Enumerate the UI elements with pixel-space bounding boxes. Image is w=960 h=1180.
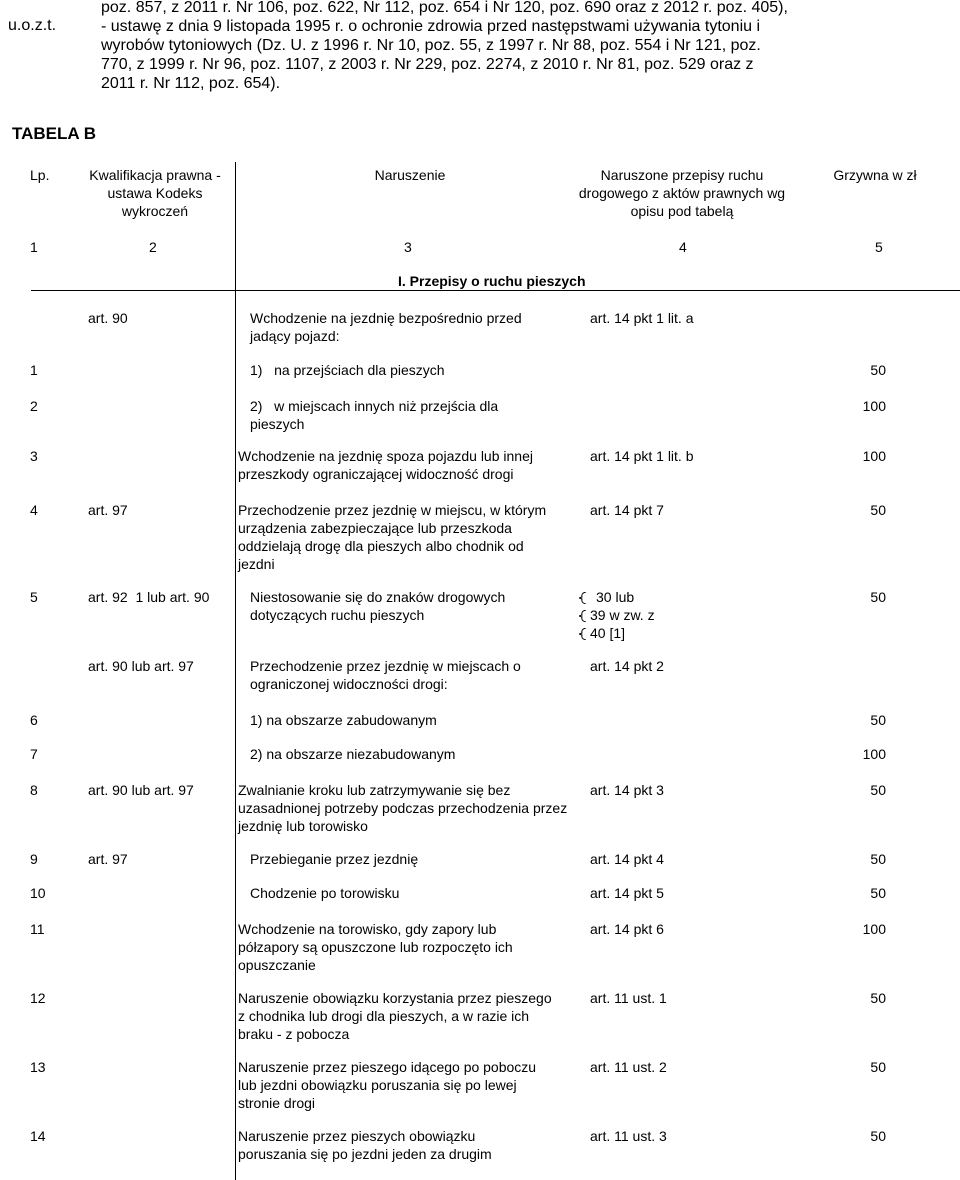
row-fine: 100 — [862, 921, 886, 937]
header-line: 2011 r. Nr 112, poz. 654). — [101, 75, 281, 92]
row-fine: 50 — [870, 362, 886, 378]
brace-icon — [579, 628, 587, 640]
header-kwalifikacja: Kwalifikacja prawna - ustawa Kodeks wykroczeń — [89, 167, 221, 219]
row-violation: Przechodzenie przez jezdnię w miejscach o ograniczonej widoczności drogi: — [250, 658, 521, 692]
header-line: poz. 857, z 2011 r. Nr 106, poz. 622, Nr 112, poz. 654 i Nr 120, poz. 690 oraz z 2012 r. poz. 405), — [101, 0, 788, 16]
row-fine: 50 — [870, 990, 886, 1006]
row-lp: 5 — [30, 589, 38, 605]
table-title: TABELA B — [12, 124, 97, 143]
header-lp: Lp. — [30, 167, 50, 183]
row-violation: Naruszenie przez pieszych obowiązku poruszania się po jezdni jeden za drugim — [238, 1128, 492, 1162]
row-fine: 50 — [870, 1128, 886, 1144]
row-violation: Chodzenie po torowisku — [250, 885, 400, 901]
header-line: - ustawę z dnia 9 listopada 1995 r. o ochronie zdrowia przed następstwami używania tytoniu i — [101, 18, 761, 35]
header-przepisy: Naruszone przepisy ruchu drogowego z aktów prawnych wg opisu pod tabelą — [578, 167, 786, 219]
section-divider — [31, 290, 960, 291]
row-regulation: art. 14 pkt 6 — [590, 921, 664, 937]
side-label: u.o.z.t. — [8, 17, 57, 34]
row-article: art. 90 — [88, 310, 128, 326]
row-fine: 100 — [862, 398, 886, 414]
row-lp: 11 — [30, 921, 45, 937]
row-violation: Wchodzenie na jezdnię bezpośrednio przed jadący pojazd: — [250, 310, 522, 344]
row-article: art. 97 — [88, 502, 128, 518]
section-title: I. Przepisy o ruchu pieszych — [398, 273, 586, 289]
column-number: 2 — [149, 239, 157, 255]
row-violation: Niestosowanie się do znaków drogowych dotyczących ruchu pieszych — [250, 589, 506, 623]
column-number: 1 — [30, 239, 38, 255]
header-grzywna: Grzywna w zł — [833, 167, 917, 183]
row-article: art. 92 1 lub art. 90 — [88, 589, 210, 605]
row-regulation: 30 lub — [596, 589, 635, 605]
row-article: art. 90 lub art. 97 — [88, 782, 194, 798]
row-violation: Naruszenie przez pieszego idącego po poboczu lub jezdni obowiązku poruszania się po lewej stronie drogi — [238, 1059, 537, 1111]
row-lp: 8 — [30, 782, 38, 798]
column-number: 5 — [875, 239, 883, 255]
row-regulation: 39 w zw. z — [590, 607, 655, 623]
row-violation: Wchodzenie na torowisko, gdy zapory lub półzapory są opuszczone lub rozpoczęto ich opuszczanie — [238, 921, 513, 973]
row-fine: 100 — [862, 746, 886, 762]
row-violation: Wchodzenie na jezdnię spoza pojazdu lub innej przeszkody ograniczającej widoczność drogi — [238, 448, 533, 482]
row-violation: 1) na przejściach dla pieszych — [250, 362, 445, 378]
row-violation: Przebieganie przez jezdnię — [250, 851, 419, 867]
row-regulation: art. 14 pkt 1 lit. b — [590, 448, 694, 464]
row-fine: 50 — [870, 502, 886, 518]
row-article: art. 97 — [88, 851, 128, 867]
header-line: 770, z 1999 r. Nr 96, poz. 1107, z 2003 r. Nr 229, poz. 2274, z 2010 r. Nr 81, poz. 529 oraz z — [101, 56, 754, 73]
row-lp: 14 — [30, 1128, 46, 1144]
row-fine: 50 — [870, 712, 886, 728]
row-violation: Przechodzenie przez jezdnię w miejscu, w którym urządzenia zabezpieczające lub przeszkoda oddzielają drogę dla pieszych albo chodnik od jezdni — [238, 502, 547, 572]
row-fine: 50 — [870, 589, 886, 605]
row-lp: 7 — [30, 746, 38, 762]
row-lp: 12 — [30, 990, 46, 1006]
row-regulation: art. 11 ust. 1 — [590, 990, 667, 1006]
header-text — [101, 0, 951, 93]
row-regulation: art. 14 pkt 1 lit. a — [590, 310, 694, 326]
row-lp: 4 — [30, 502, 38, 518]
header-naruszenie: Naruszenie — [374, 167, 446, 183]
row-lp: 3 — [30, 448, 38, 464]
row-violation: 1) na obszarze zabudowanym — [250, 712, 437, 728]
row-fine: 50 — [870, 851, 886, 867]
row-article: art. 90 lub art. 97 — [88, 658, 194, 674]
row-lp: 2 — [30, 398, 38, 414]
row-fine: 50 — [870, 782, 886, 798]
row-lp: 6 — [30, 712, 38, 728]
row-regulation: art. 11 ust. 3 — [590, 1128, 667, 1144]
brace-icon — [579, 592, 587, 604]
row-violation: Naruszenie obowiązku korzystania przez pieszego z chodnika lub drogi dla pieszych, a w razie ich braku - z pobocza — [238, 990, 552, 1042]
column-number: 4 — [679, 239, 687, 255]
row-regulation: art. 14 pkt 3 — [590, 782, 664, 798]
row-regulation: 40 [1] — [590, 625, 626, 641]
row-violation: Zwalnianie kroku lub zatrzymywanie się bez uzasadnionej potrzeby podczas przechodzenia przez jezdnię lub torowisko — [238, 782, 568, 834]
row-lp: 9 — [30, 851, 38, 867]
row-violation: 2) w miejscach innych niż przejścia dla pieszych — [250, 398, 503, 432]
row-regulation: art. 14 pkt 7 — [590, 502, 664, 518]
row-regulation: art. 11 ust. 2 — [590, 1059, 667, 1075]
brace-icon — [579, 610, 587, 622]
row-regulation: art. 14 pkt 5 — [590, 885, 664, 901]
row-fine: 50 — [870, 1059, 886, 1075]
column-number: 3 — [404, 239, 412, 255]
row-regulation: art. 14 pkt 2 — [590, 658, 664, 674]
row-violation: 2) na obszarze niezabudowanym — [250, 746, 456, 762]
row-fine: 50 — [870, 885, 886, 901]
column-divider — [235, 162, 236, 1180]
row-lp: 1 — [30, 362, 38, 378]
row-lp: 13 — [30, 1059, 46, 1075]
row-fine: 100 — [862, 448, 886, 464]
header-line: wyrobów tytoniowych (Dz. U. z 1996 r. Nr 10, poz. 55, z 1997 r. Nr 88, poz. 554 i Nr 121, poz. — [101, 37, 761, 54]
row-regulation: art. 14 pkt 4 — [590, 851, 664, 867]
row-lp: 10 — [30, 885, 46, 901]
